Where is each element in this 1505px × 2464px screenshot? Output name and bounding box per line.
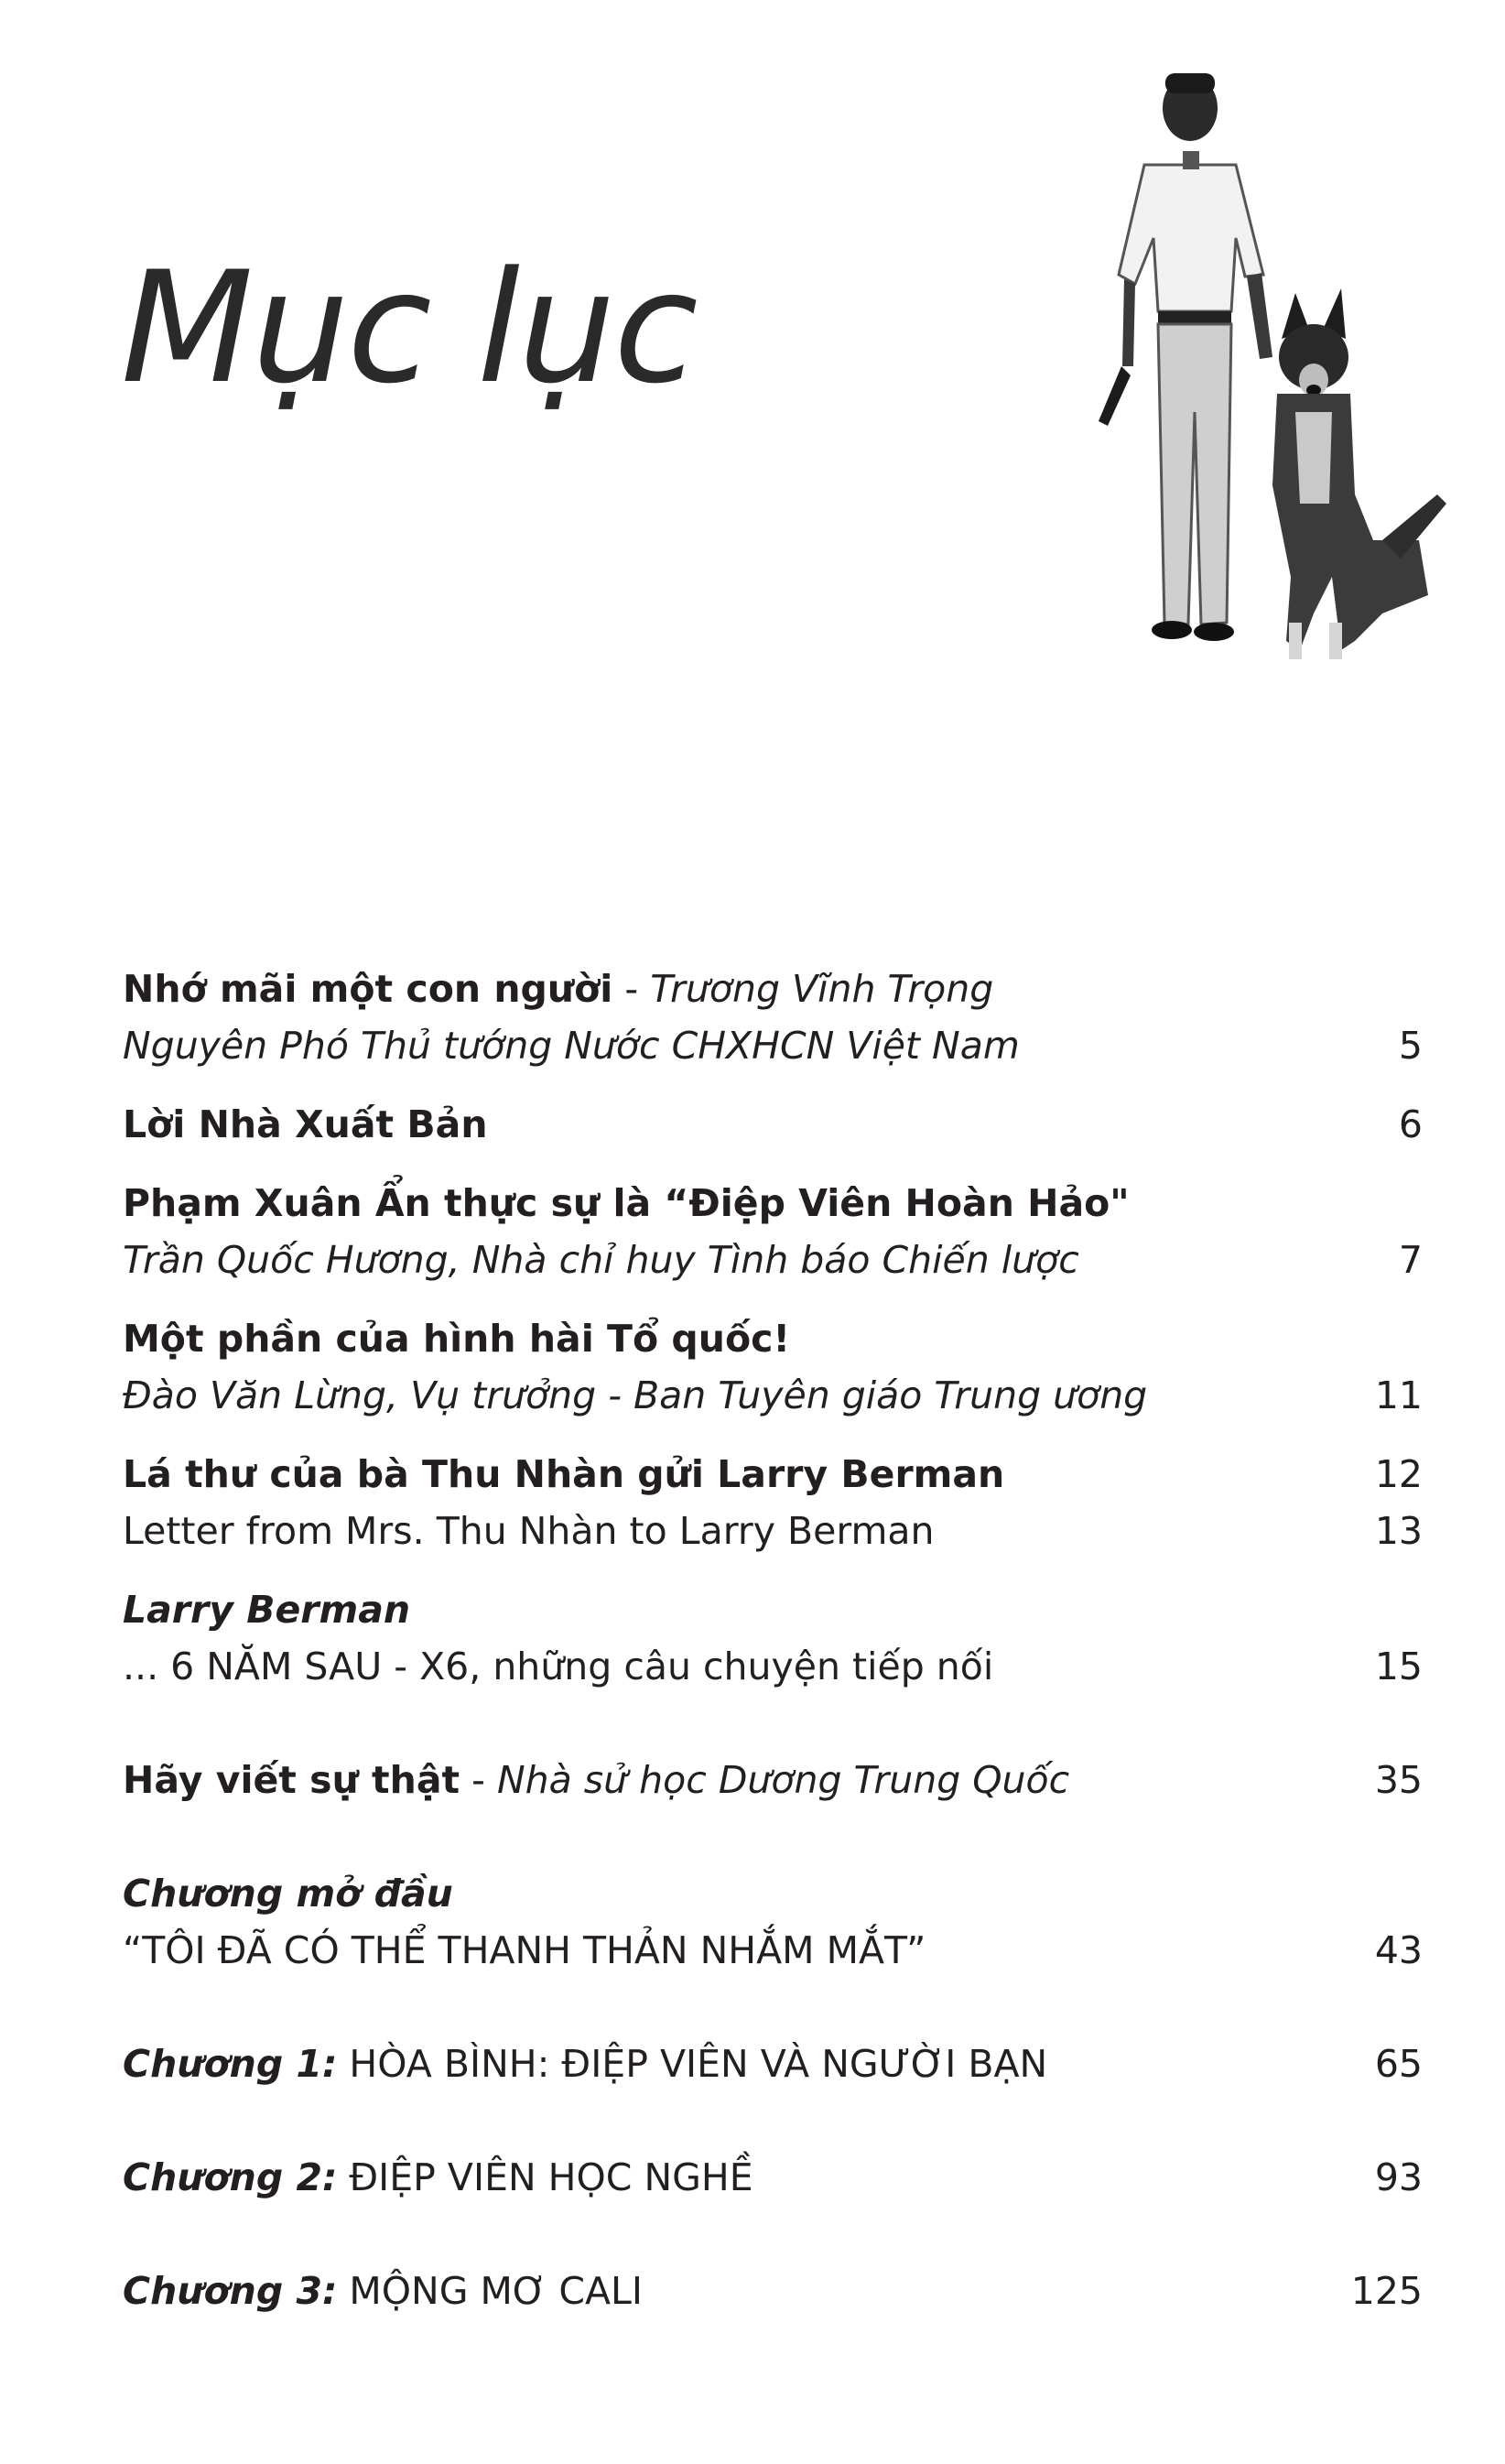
toc-entry <box>123 1582 1423 1637</box>
entry-title: Lời Nhà Xuất Bản <box>123 1102 488 1146</box>
page-number: 125 <box>1350 2269 1423 2313</box>
toc-entry <box>123 1368 1423 1423</box>
entry-author: Trương Vĩnh Trọng <box>650 967 994 1011</box>
entry-author: Nguyên Phó Thủ tướng Nước CHXHCN Việt Nam <box>123 1024 1020 1068</box>
entry-title: Lá thư của bà Thu Nhàn gửi Larry Berman <box>123 1452 1005 1496</box>
page-number: 35 <box>1374 1758 1423 1802</box>
toc-entry <box>123 1447 1423 1502</box>
chapter-label: Chương 2: <box>123 2155 338 2199</box>
toc-entry <box>123 1923 1423 1978</box>
toc-entry <box>123 1176 1423 1231</box>
man-with-dog-photo <box>1080 64 1446 678</box>
chapter-title: MỘNG MƠ CALI <box>337 2269 643 2313</box>
entry-author: Larry Berman <box>123 1588 411 1632</box>
entry-author: Nhà sử học Dương Trung Quốc <box>496 1758 1070 1802</box>
toc-entry <box>123 1097 1423 1152</box>
toc-entry <box>123 2263 1423 2318</box>
toc-entry <box>123 1232 1423 1287</box>
page-number: 6 <box>1398 1102 1423 1146</box>
page-number: 15 <box>1374 1644 1423 1688</box>
chapter-label: Chương mở đầu <box>123 1872 453 1916</box>
entry-title: Phạm Xuân Ẩn thực sự là “Điệp Viên Hoàn Hảo" <box>123 1181 1130 1225</box>
page-number: 43 <box>1374 1928 1423 1972</box>
entry-title: ... 6 NĂM SAU - X6, những câu chuyện tiếp nối <box>123 1644 994 1688</box>
entry-title: Một phần của hình hài Tổ quốc! <box>123 1317 791 1361</box>
toc-entry <box>123 1503 1423 1558</box>
page-number: 12 <box>1374 1452 1423 1496</box>
entry-separator: - <box>460 1758 497 1802</box>
toc-entry <box>123 1311 1423 1366</box>
entry-author: Trần Quốc Hương, Nhà chỉ huy Tình báo Chiến lược <box>123 1238 1079 1282</box>
chapter-title: “TÔI ĐÃ CÓ THỂ THANH THẢN NHẮM MẮT” <box>123 1928 926 1972</box>
page-number: 11 <box>1374 1373 1423 1417</box>
toc-entry <box>123 2150 1423 2205</box>
toc-entry <box>123 1018 1423 1073</box>
toc-entry <box>123 1639 1423 1694</box>
entry-separator: - <box>612 967 651 1011</box>
chapter-title: ĐIỆP VIÊN HỌC NGHỀ <box>337 2155 753 2199</box>
entry-author: Đào Văn Lừng, Vụ trưởng - Ban Tuyên giáo Trung ương <box>123 1373 1148 1417</box>
page-number: 65 <box>1374 2042 1423 2086</box>
page-number: 5 <box>1398 1024 1423 1068</box>
chapter-label: Chương 1: <box>123 2042 338 2086</box>
toc-entry <box>123 1753 1423 1807</box>
entry-title: Letter from Mrs. Thu Nhàn to Larry Berman <box>123 1509 935 1553</box>
toc-entry <box>123 2036 1423 2091</box>
chapter-label: Chương 3: <box>123 2269 338 2313</box>
entry-title: Nhớ mãi một con người <box>123 967 613 1011</box>
entry-title: Hãy viết sự thật <box>123 1758 460 1802</box>
page-number: 13 <box>1374 1509 1423 1553</box>
toc-entry <box>123 961 1423 1016</box>
toc-entry <box>123 1866 1423 1921</box>
page-title: Mục lục <box>121 238 697 418</box>
page-number: 7 <box>1398 1238 1423 1282</box>
page-number: 93 <box>1374 2155 1423 2199</box>
chapter-title: HÒA BÌNH: ĐIỆP VIÊN VÀ NGƯỜI BẠN <box>337 2042 1048 2086</box>
